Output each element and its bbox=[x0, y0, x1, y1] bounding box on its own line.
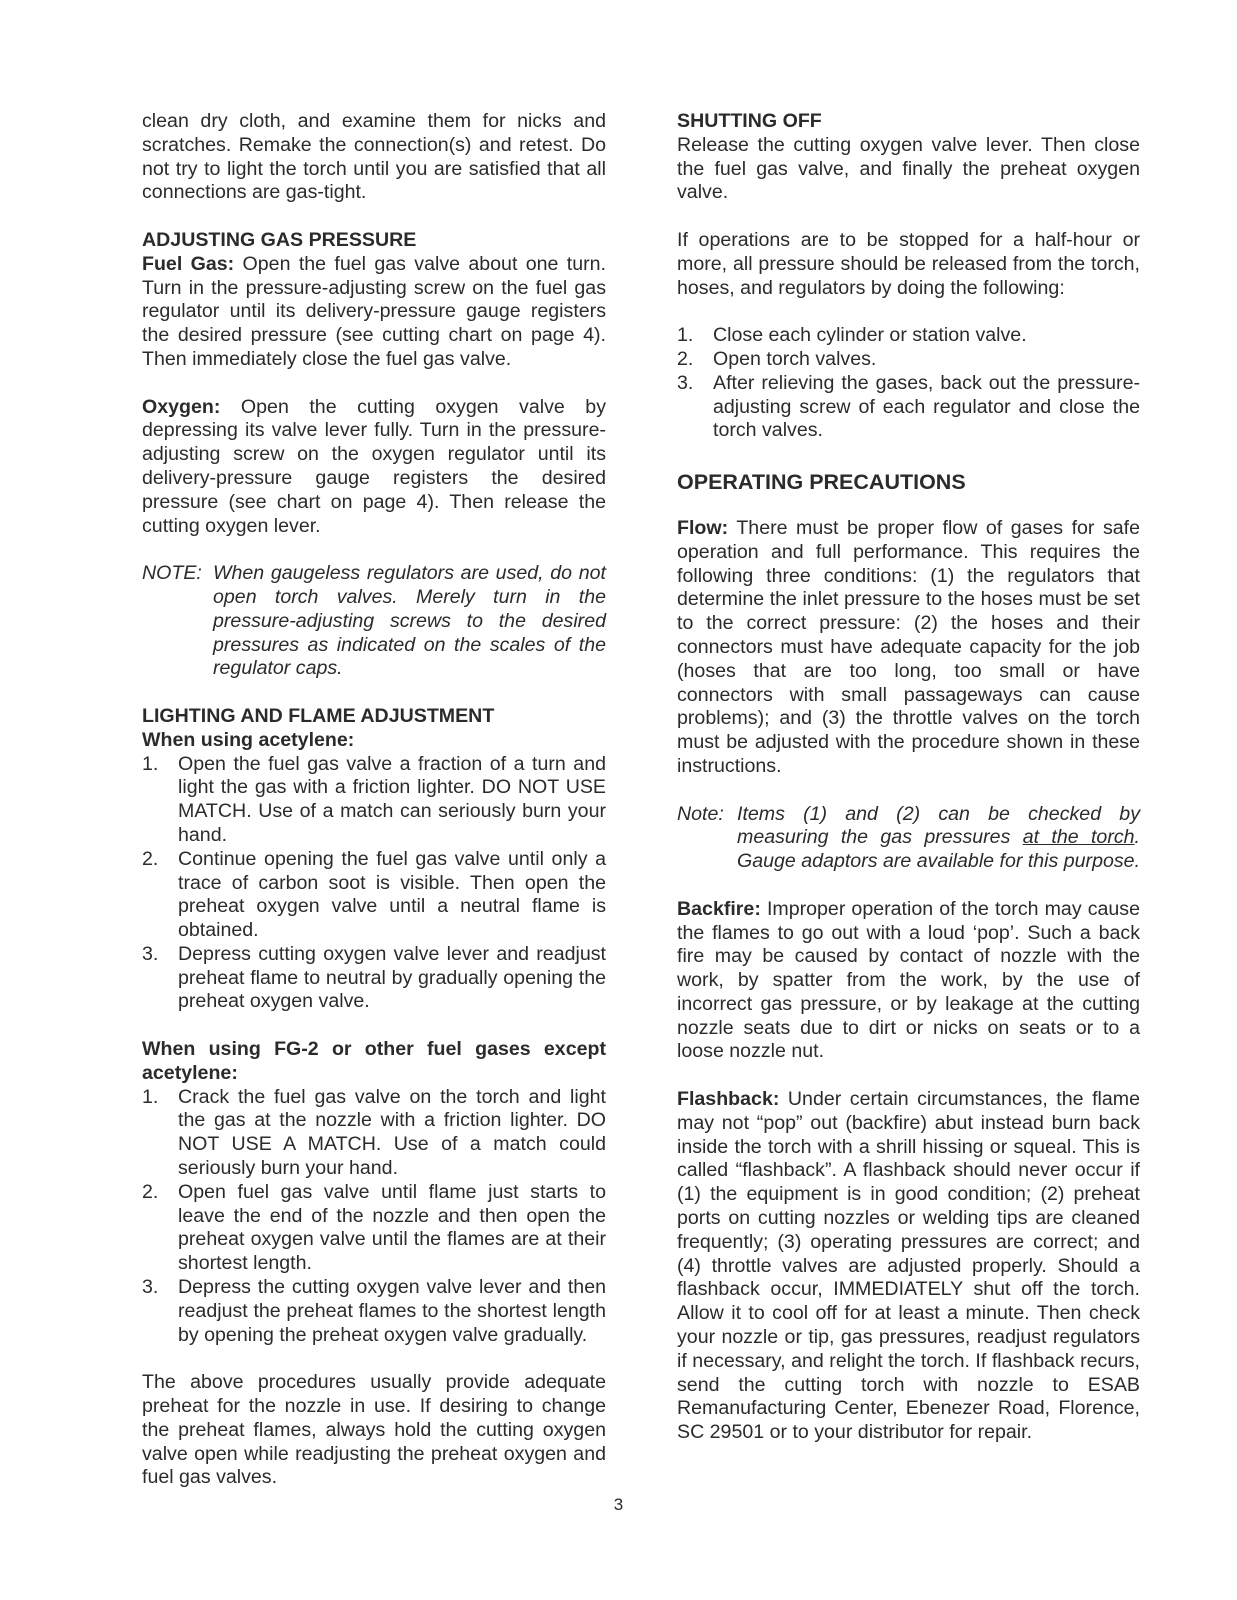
list-item bbox=[142, 1276, 606, 1347]
backfire-text: Improper operation of the torch may cause the flames to go out with a loud ‘pop’. Such a back fire may be caused by contact of nozzle with the work, by spatter from the work, by the use of incorrect gas pressure, or by leakage at the cutting nozzle seats due to dirt or nicks on seats or to a loose nozzle nut. bbox=[677, 897, 1140, 1063]
step-number: 2. bbox=[677, 347, 694, 370]
left-column bbox=[142, 110, 606, 1490]
list-item bbox=[142, 753, 606, 848]
flashback-paragraph bbox=[677, 1088, 1140, 1445]
step-number: 1. bbox=[142, 752, 159, 775]
list-item bbox=[677, 348, 1140, 372]
acetylene-steps-list bbox=[142, 753, 606, 1015]
step-number: 2. bbox=[142, 1180, 159, 1203]
fuel-gas-text: Open the fuel gas valve about one turn. Turn in the pressure-adjusting screw on the fuel gas regulator until its delivery-pressure gauge registers the desired pressure (see cutting chart on page 4). Then immediately close the fuel gas valve. bbox=[142, 252, 606, 370]
list-item bbox=[677, 324, 1140, 348]
flow-text: There must be proper flow of gases for safe operation and full performance. This requires the following three conditions: (1) the regulators that determine the inlet pressure to the hoses must be set to the correct pressure: (2) the hoses and their connectors must have adequate capacity for the job (hoses that are too long, too small or have connectors with small passageways can cause problems); and (3) the throttle valves on the torch must be adjusted with the procedure shown in these instructions. bbox=[677, 516, 1140, 777]
acetylene-subheading: When using acetylene: bbox=[142, 728, 355, 751]
step-number: 2. bbox=[142, 847, 159, 870]
note-text-pre: Items (1) and (2) can be checked by measuring the gas pressures bbox=[737, 802, 1140, 849]
fg2-steps-list bbox=[142, 1086, 606, 1348]
step-text: Continue opening the fuel gas valve until only a trace of carbon soot is visible. Then open the preheat oxygen valve until a neutral flame is obtained. bbox=[178, 847, 606, 942]
note-text: When gaugeless regulators are used, do not open torch valves. Merely turn in the pressure-adjusting screws to the desired pressures as indicated on the scales of the regulator caps. bbox=[213, 562, 606, 680]
note-underlined: at the torch bbox=[1022, 826, 1135, 849]
step-text: Depress the cutting oxygen valve lever and then readjust the preheat flames to the shortest length by opening the preheat oxygen valve gradually. bbox=[178, 1276, 606, 1346]
step-number: 3. bbox=[677, 371, 694, 394]
oxygen-lead: Oxygen: bbox=[142, 395, 221, 418]
list-item bbox=[142, 848, 606, 943]
flashback-lead: Flashback: bbox=[677, 1088, 780, 1111]
flashback-text: Under certain circumstances, the flame may not “pop” out (backfire) abut instead burn back inside the torch with a shrill hissing or squeal. This is called “flashback”. A flashback should never occur if (1) the equipment is in good condition; (2) preheat ports on cutting nozzles or welding tips are cleaned frequently; (3) operating pressures are correct; and (4) throttle valves are adjusted properly. Should a flashback occur, IMMEDIATELY shut off the torch. Allow it to cool off for at least a minute. Then check your nozzle or tip, gas pressures, readjust regulators if necessary, and relight the torch. If flashback recurs, send the cutting torch with nozzle to ESAB Remanufacturing Center, Ebenezer Road, Florence, SC 29501 or to your distributor for repair. bbox=[677, 1088, 1140, 1444]
step-number: 3. bbox=[142, 1276, 159, 1299]
flow-lead: Flow: bbox=[677, 516, 729, 539]
step-text: Depress cutting oxygen valve lever and readjust preheat flame to neutral by gradually opening the preheat oxygen valve. bbox=[178, 942, 606, 1013]
shutting-off-paragraph: Release the cutting oxygen valve lever. Then close the fuel gas valve, and finally the preheat oxygen valve. bbox=[677, 133, 1140, 204]
step-text: Close each cylinder or station valve. bbox=[713, 324, 1027, 347]
shutting-off-heading: SHUTTING OFF bbox=[677, 110, 822, 132]
intro-paragraph: clean dry cloth, and examine them for nicks and scratches. Remake the connection(s) and retest. Do not try to light the torch until you are satisfied that all connections are gas-tight. bbox=[142, 110, 606, 204]
backfire-lead: Backfire: bbox=[677, 897, 761, 920]
step-text: Open the fuel gas valve a fraction of a turn and light the gas with a friction lighter. DO NOT USE MATCH. Use of a match can seriously burn your hand. bbox=[178, 752, 606, 846]
fg2-subheading: When using FG-2 or other fuel gases except acetylene: bbox=[142, 1038, 606, 1084]
page-number: 3 bbox=[613, 1495, 624, 1514]
step-number: 1. bbox=[677, 324, 694, 347]
flow-paragraph bbox=[677, 517, 1140, 779]
fuel-gas-lead: Fuel Gas: bbox=[142, 252, 235, 275]
step-text: Open fuel gas valve until flame just starts to leave the end of the nozzle and then open the preheat oxygen valve until the flames are at their shortest length. bbox=[178, 1180, 606, 1275]
gaugeless-note bbox=[142, 562, 606, 681]
step-text: Crack the fuel gas valve on the torch and light the gas at the nozzle with a friction lighter. DO NOT USE A MATCH. Use of a match could seriously burn your hand. bbox=[178, 1085, 606, 1180]
list-item bbox=[142, 1086, 606, 1181]
list-item bbox=[142, 943, 606, 1014]
list-item bbox=[142, 1181, 606, 1276]
lighting-heading: LIGHTING AND FLAME ADJUSTMENT bbox=[142, 704, 495, 727]
oxygen-text: Open the cutting oxygen valve by depressing its valve lever fully. Turn in the pressure-adjusting screw on the oxygen regulator until its delivery-pressure gauge registers the desired pressure (see chart on page 4). Then release the cutting oxygen lever. bbox=[142, 395, 606, 537]
closing-paragraph: The above procedures usually provide adequate preheat for the nozzle in use. If desiring to change the preheat flames, always hold the cutting oxygen valve open while readjusting the preheat oxygen and fuel gas valves. bbox=[142, 1371, 606, 1489]
note-label: Note: bbox=[677, 802, 724, 825]
stop-steps-list bbox=[677, 324, 1140, 443]
backfire-paragraph bbox=[677, 898, 1140, 1065]
step-number: 1. bbox=[142, 1085, 159, 1108]
step-number: 3. bbox=[142, 942, 159, 965]
torch-pressure-note bbox=[677, 803, 1140, 874]
stopped-paragraph: If operations are to be stopped for a half-hour or more, all pressure should be released from the torch, hoses, and regulators by doing the following: bbox=[677, 228, 1140, 299]
fuel-gas-paragraph bbox=[142, 253, 606, 372]
step-text: After relieving the gases, back out the pressure-adjusting screw of each regulator and close the torch valves. bbox=[713, 371, 1140, 442]
oxygen-paragraph bbox=[142, 396, 606, 539]
right-column bbox=[677, 110, 1140, 1445]
adjusting-gas-pressure-heading: ADJUSTING GAS PRESSURE bbox=[142, 228, 417, 251]
note-text-post: . Gauge adaptors are available for this purpose. bbox=[737, 826, 1141, 873]
operating-precautions-heading: OPERATING PRECAUTIONS bbox=[677, 469, 966, 494]
step-text: Open torch valves. bbox=[713, 347, 877, 370]
list-item bbox=[677, 372, 1140, 443]
note-label: NOTE: bbox=[142, 562, 202, 585]
